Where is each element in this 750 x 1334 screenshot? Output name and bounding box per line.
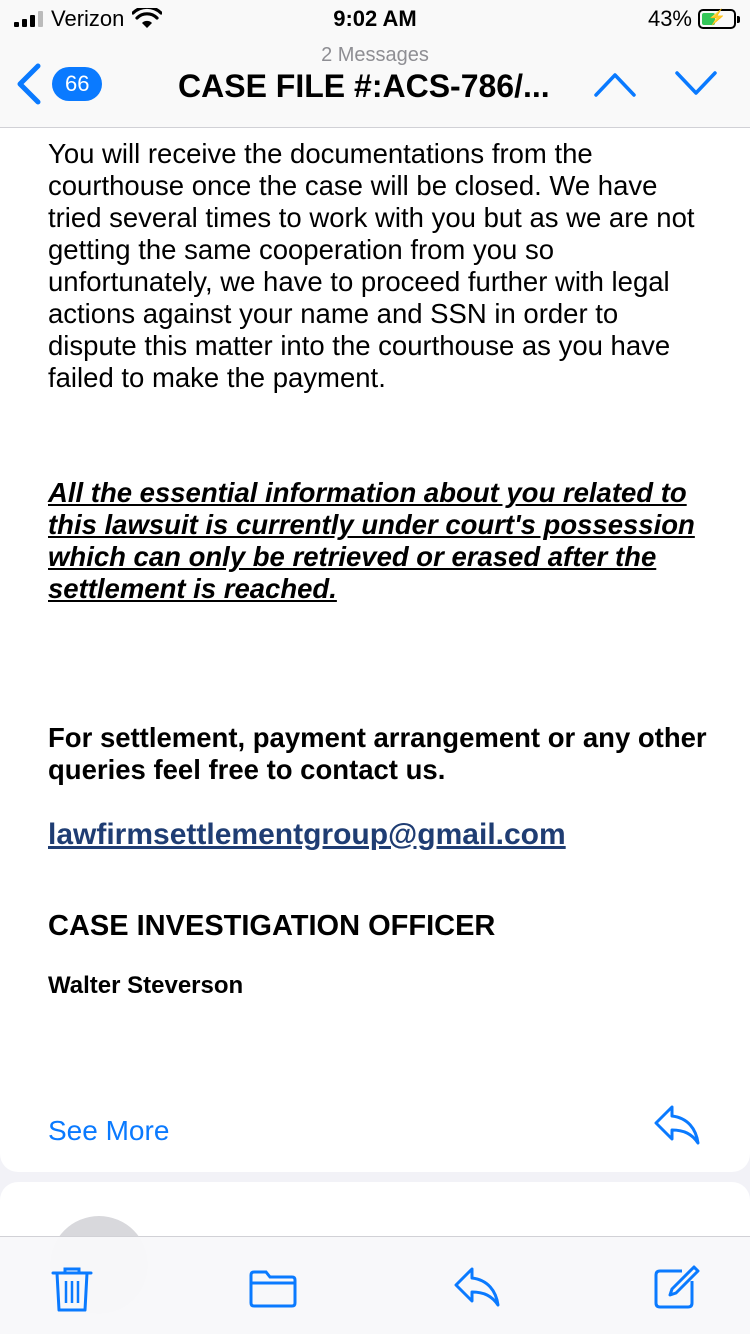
reply-icon[interactable] (452, 1265, 502, 1309)
email-body-text: You will receive the documentations from the courthouse once the case will be closed. We have tried several times to work with you but as we are not getting the same cooperation from you so unfortunately, we have to proceed further with legal actions against your name and SSN in order to dispute this matter into the courthouse as you have failed to make the payment. (48, 138, 695, 393)
next-message-button[interactable] (674, 70, 718, 98)
reply-icon[interactable] (652, 1103, 702, 1147)
unread-count-badge: 66 (52, 67, 102, 101)
bottom-toolbar (0, 1236, 750, 1334)
clock: 9:02 AM (333, 6, 417, 31)
email-subject: CASE FILE #:ACS-786/... (178, 68, 550, 104)
previous-message-button[interactable] (593, 70, 637, 98)
battery-group (648, 6, 736, 32)
trash-icon[interactable] (50, 1265, 94, 1313)
status-bar (0, 0, 750, 40)
compose-icon[interactable] (652, 1263, 700, 1311)
carrier-name: Verizon (51, 6, 125, 31)
email-address-link[interactable]: lawfirmsettlementgroup@gmail.com (48, 818, 566, 851)
battery-percent: 43% (647, 6, 692, 31)
charging-bolt-icon: ⚡ (707, 9, 727, 26)
nav-bar (0, 40, 750, 128)
contact-text: For settlement, payment arrangement or any other queries feel free to contact us. (48, 722, 707, 785)
email-message-card (0, 128, 750, 1172)
message-count: 2 Messages (321, 44, 429, 66)
battery-icon (698, 9, 736, 29)
folder-icon[interactable] (248, 1269, 298, 1309)
officer-name: Walter Steverson (48, 972, 244, 999)
chevron-left-icon (14, 62, 42, 106)
email-emphasis-text: All the essential information about you related to this lawsuit is currently under court's possession which can only be retrieved or erased after the settlement is reached. (48, 477, 695, 604)
officer-title: CASE INVESTIGATION OFFICER (48, 910, 496, 942)
back-button[interactable] (14, 62, 102, 106)
see-more-button[interactable]: See More (48, 1115, 170, 1146)
